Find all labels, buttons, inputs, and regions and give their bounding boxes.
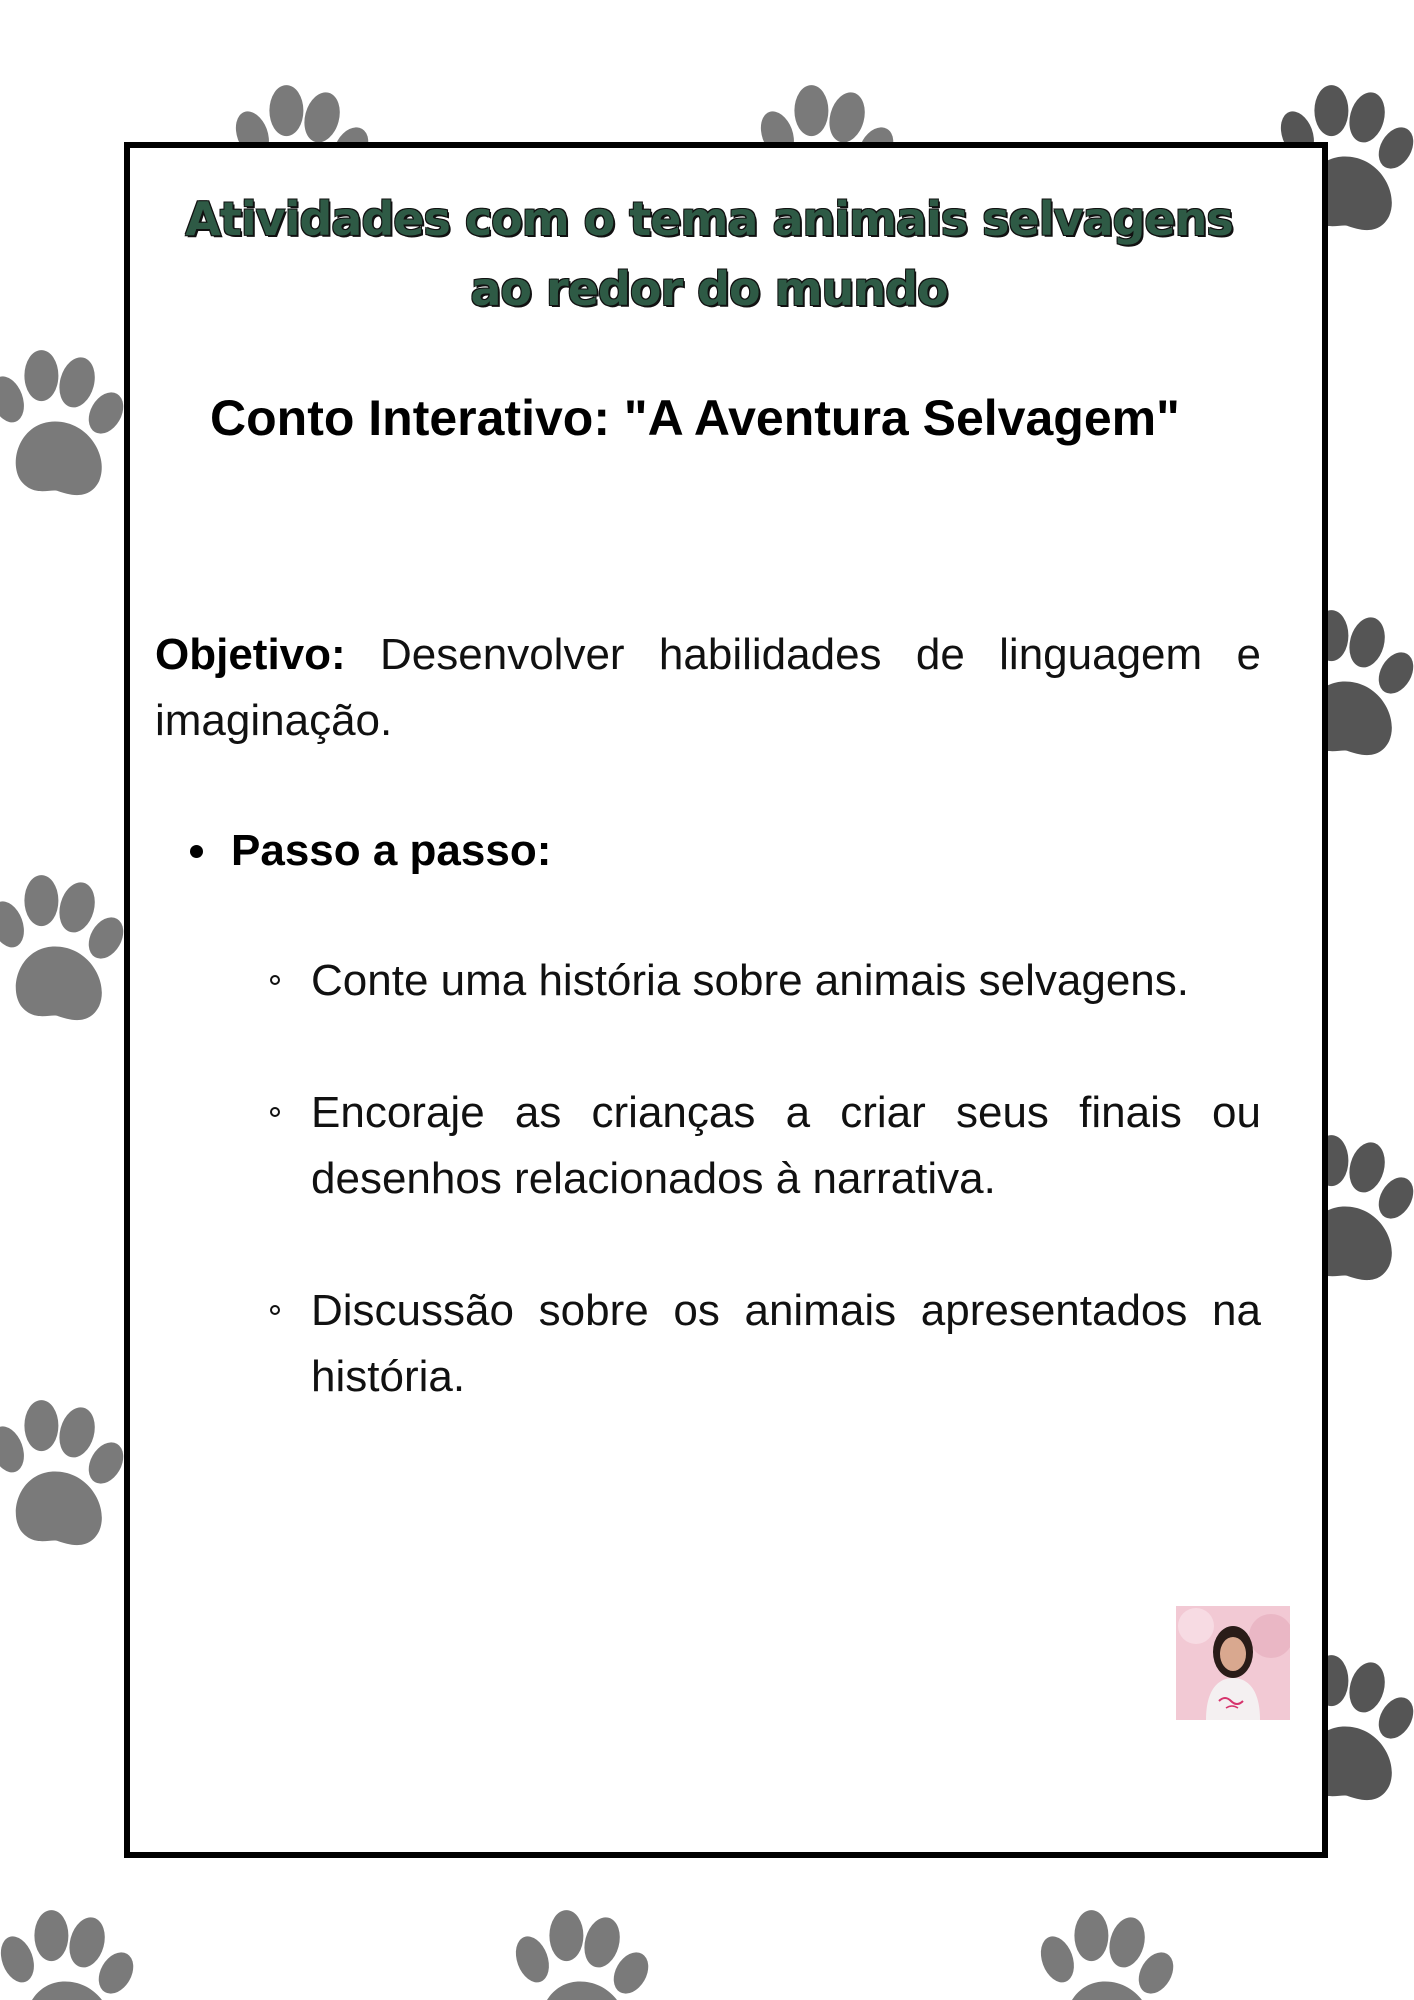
- bullet-circle-icon: [270, 1305, 280, 1315]
- page-title: [154, 184, 1264, 324]
- substep-text: Discussão sobre os animais apresentados na história.: [311, 1286, 1261, 1401]
- objective-paragraph: [155, 622, 1261, 754]
- paw-print-icon: [1020, 1905, 1190, 2000]
- objective-label: Objetivo:: [155, 630, 346, 679]
- list-item: [270, 1080, 1261, 1212]
- paw-print-icon: [0, 1905, 150, 2000]
- paw-print-icon: [0, 345, 140, 515]
- author-photo: [1176, 1606, 1290, 1720]
- bullet-circle-icon: [270, 975, 280, 985]
- list-item: [270, 948, 1261, 1014]
- paw-print-icon: [0, 870, 140, 1040]
- page-title-line-1: Atividades com o tema animais selvagens: [185, 192, 1233, 246]
- steps-label: Passo a passo:: [231, 826, 552, 875]
- paw-print-icon: [0, 1395, 140, 1565]
- substep-text: Conte uma história sobre animais selvagens.: [311, 956, 1190, 1005]
- substeps-list: [270, 948, 1261, 1476]
- substep-text: Encoraje as crianças a criar seus finais ou desenhos relacionados à narrativa.: [311, 1088, 1261, 1203]
- story-title: Conto Interativo: "A Aventura Selvagem": [210, 390, 1180, 446]
- page-title-line-2: ao redor do mundo: [470, 262, 948, 316]
- objective-text: Desenvolver habilidades de linguagem e imaginação.: [155, 630, 1261, 745]
- paw-print-icon: [495, 1905, 665, 2000]
- content-frame: [124, 142, 1328, 1858]
- bullet-circle-icon: [270, 1107, 280, 1117]
- steps-heading: [190, 818, 551, 884]
- bullet-disc-icon: [190, 845, 203, 858]
- list-item: [270, 1278, 1261, 1410]
